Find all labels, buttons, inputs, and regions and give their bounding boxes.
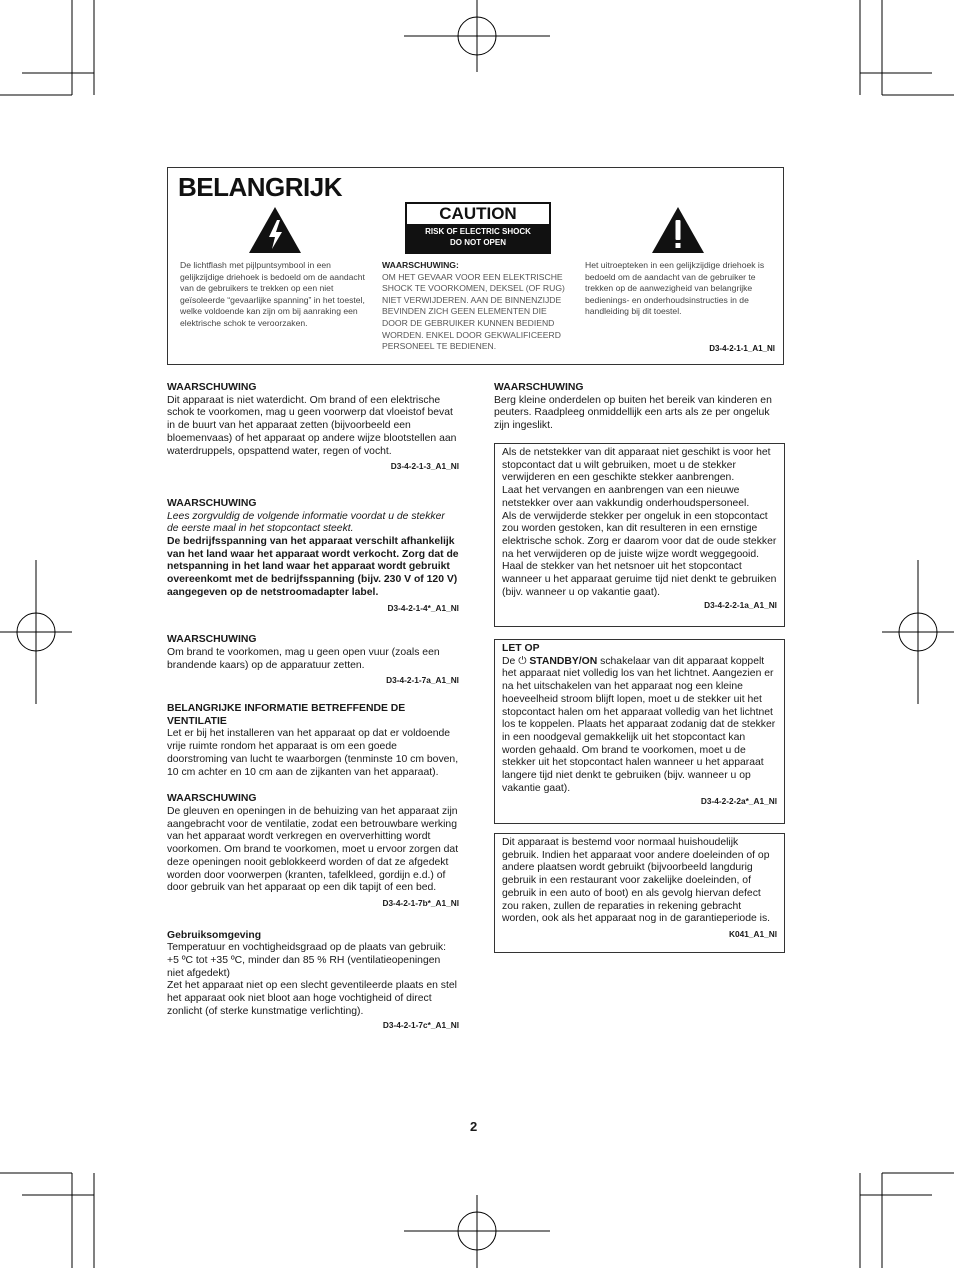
lightning-symbol-explanation: De lichtflash met pijlpuntsymbool in een gelijkzijdige driehoek is bedoeld om de aandacht van de gebruikers te trekken op een niet geïsoleerde “gevaarlijke spanning” in het toestel, welke voldoende kan zijn om bij aanraking een elektrische schok te veroorzaken.: [180, 260, 365, 328]
section-code: D3-4-2-2-1a_A1_Nl: [704, 600, 777, 611]
section-heading: Gebruiksomgeving: [167, 929, 262, 941]
section-heading: BELANGRIJKE INFORMATIE BETREFFENDE DE VENTILATIE: [167, 703, 406, 727]
section-body: +5 ºC tot +35 ºC, minder dan 85 % RH (ventilatieopeningen niet afgedekt): [167, 955, 441, 979]
electric-shock-warning-icon: [248, 206, 302, 254]
right-column-intro: [494, 382, 784, 433]
section-heading: WAARSCHUWING: [167, 793, 257, 805]
warning-cover-text: [382, 260, 574, 353]
important-safety-box: [167, 167, 784, 365]
page-number: 2: [470, 1119, 478, 1134]
box-paragraph: Laat het vervangen en aanbrengen van een nieuwe netstekker over aan vakkundig onderhoudspersoneel.: [502, 485, 750, 509]
power-icon: ⏻: [518, 655, 527, 667]
caution-line-1: RISK OF ELECTRIC SHOCK: [425, 227, 531, 236]
caution-label: [405, 202, 551, 254]
section-code: D3-4-2-1-7a_A1_Nl: [386, 675, 459, 686]
section-code: D3-4-2-1-4*_A1_Nl: [387, 602, 459, 613]
box-paragraph: Haal de stekker van het netsnoer uit het stopcontact wanneer u het apparaat geruime tijd niet denkt te gebruiken (bijv. wanneer u op vakantie gaat).: [502, 561, 777, 598]
section-heading: WAARSCHUWING: [167, 382, 257, 393]
section-heading: WAARSCHUWING: [494, 382, 584, 393]
warning-cover-body: OM HET GEVAAR VOOR EEN ELEKTRISCHE SHOCK TE VOORKOMEN, DEKSEL (OF RUG) NIET VERWIJDEREN. AAN DE BINNENZIJDE BEVINDEN ZICH GEEN ELEMENTEN DIE DOOR DE GEBRUIKER KUNNEN BEDIEND WORDEN. ENKEL DOOR GEKWALIFICEERD PERSONEEL TE BEDIENEN.: [382, 271, 565, 352]
section-code: D3-4-2-2-2a*_A1_Nl: [700, 796, 777, 807]
box-paragraph: Dit apparaat is bestemd voor normaal huishoudelijk gebruik. Indien het apparaat voor andere doeleinden of op andere plaatsen wordt gebruikt (bijvoorbeeld langdurig gebruik in een restaurant voor zakelijke doeleinden, of gebruik in een auto of boot) en als gevolg hiervan defect zou raken, zullen de reparaties in rekening gebracht worden, ook als het apparaat nog in de garantieperiode is.: [502, 837, 771, 925]
box-heading: LET OP: [502, 643, 540, 654]
caution-heading: CAUTION: [407, 204, 549, 224]
section-body: Let er bij het installeren van het apparaat op dat er voldoende vrije ruimte rondom het apparaat is om een goede doorstroming van lucht te waarborgen (tenminste 10 cm boven, 10 cm achter en 10 cm aan de zijkanten van het apparaat).: [167, 728, 459, 778]
section-code: D3-4-2-1-1_A1_Nl: [709, 344, 775, 353]
section-italic-note: Lees zorgvuldig de volgende informatie voordat u de stekker de eerste maal in het stopcontact steekt.: [167, 510, 445, 535]
standby-label: STANDBY/ON: [529, 655, 598, 667]
section-code: K041_A1_Nl: [729, 928, 777, 939]
section-code: D3-4-2-1-7c*_A1_Nl: [382, 1019, 459, 1030]
exclamation-warning-icon: [651, 206, 705, 254]
plug-warning-box: [494, 443, 785, 627]
section-code: D3-4-2-1-7b*_A1_Nl: [382, 897, 459, 908]
box-paragraph: [502, 656, 777, 796]
box-text-prefix: De: [502, 655, 516, 667]
section-body: Temperatuur en vochtigheidsgraad op de plaats van gebruik:: [167, 942, 446, 954]
warning-cover-heading: WAARSCHUWING:: [382, 260, 459, 270]
section-body: Zet het apparaat niet op een slecht geventileerde plaats en stel het apparaat ook niet bloot aan hoge vochtigheid of direct zonlicht (of sterke kunstmatige verlichting).: [167, 980, 457, 1017]
household-use-box: [494, 833, 785, 953]
section-code: D3-4-2-1-3_A1_Nl: [390, 461, 459, 472]
box-text: schakelaar van dit apparaat koppelt het apparaat niet volledig los van het lichtnet. Aangezien er na het uitschakelen van het apparaat nog een kleine hoeveelheid stroom blijft lopen, moet u de stekker uit het stopcontact halen om het apparaat volledig van het lichtnet los te koppelen. Plaats het apparaat zodanig dat de stekker in een noodgeval gemakkelijk uit het stopcontact kan worden gehaald. Om brand te voorkomen, moet u de stekker uit het stopcontact halen wanneer u het apparaat langere tijd niet denkt te gebruiken (bijv. wanneer u op vakantie gaat).: [502, 655, 776, 794]
section-body: Dit apparaat is niet waterdicht. Om brand of een elektrische schok te voorkomen, mag u geen voorwerp dat vloeistof bevat in de buurt van het apparaat zetten (bijvoorbeeld een bloemenvaas) of het apparaat op andere wijze blootstellen aan waterdruppels, opspattend water, regen of vocht.: [167, 394, 457, 457]
box-paragraph: Als de verwijderde stekker per ongeluk in een stopcontact zou worden gestoken, kan dit resulteren in een ernstige elektrische schok. Zorg er daarom voor dat de oude stekker na het verwijderen op de juiste wijze wordt weggegooid.: [502, 510, 777, 560]
section-body: Om brand te voorkomen, mag u geen open vuur (zoals een brandende kaars) op de apparatuur zetten.: [167, 646, 440, 671]
caution-line-2: DO NOT OPEN: [449, 238, 506, 247]
section-body: De gleuven en openingen in de behuizing van het apparaat zijn aangebracht voor de ventilatie, zodat een betrouwbare werking van het apparaat wordt verkregen en oververhitting wordt voorkomen. Om brand te voorkomen, moet u ervoor zorgen dat deze openingen nooit geblokkeerd worden of dat ze afgedekt worden door voorwerpen (kranten, tafelkleed, gordijn e.d.) of door gebruik van het apparaat op een dik tapijt of een bed.: [167, 805, 459, 894]
exclamation-symbol-explanation: Het uitroepteken in een gelijkzijdige driehoek is bedoeld om de aandacht van de gebruiker te trekken op de aanwezigheid van belangrijke bedienings- en onderhoudsinstructies in de handleiding bij dit toestel.: [585, 260, 765, 317]
left-column: [167, 382, 459, 1031]
box-paragraph: Als de netstekker van dit apparaat niet geschikt is voor het stopcontact dat u wilt gebruiken, moet u de stekker verwijderen en een geschikte stekker aanbrengen.: [502, 447, 771, 484]
page-title: BELANGRIJK: [178, 172, 343, 202]
section-heading: WAARSCHUWING: [167, 497, 257, 509]
standby-caution-box: [494, 639, 785, 824]
section-body: Berg kleine onderdelen op buiten het bereik van kinderen en peuters. Raadpleeg onmiddellijk een arts als ze per ongeluk zijn ingeslikt.: [494, 394, 772, 432]
section-heading: WAARSCHUWING: [167, 634, 257, 646]
section-bold-body: De bedrijfsspanning van het apparaat verschilt afhankelijk van het land waar het apparaat wordt verkocht. Zorg dat de netspanning in het land waar het apparaat wordt gebruikt overeenkomt met de bedrijfsspanning (bijv. 230 V of 120 V) aangegeven op de netstroomadapter label.: [167, 536, 459, 598]
